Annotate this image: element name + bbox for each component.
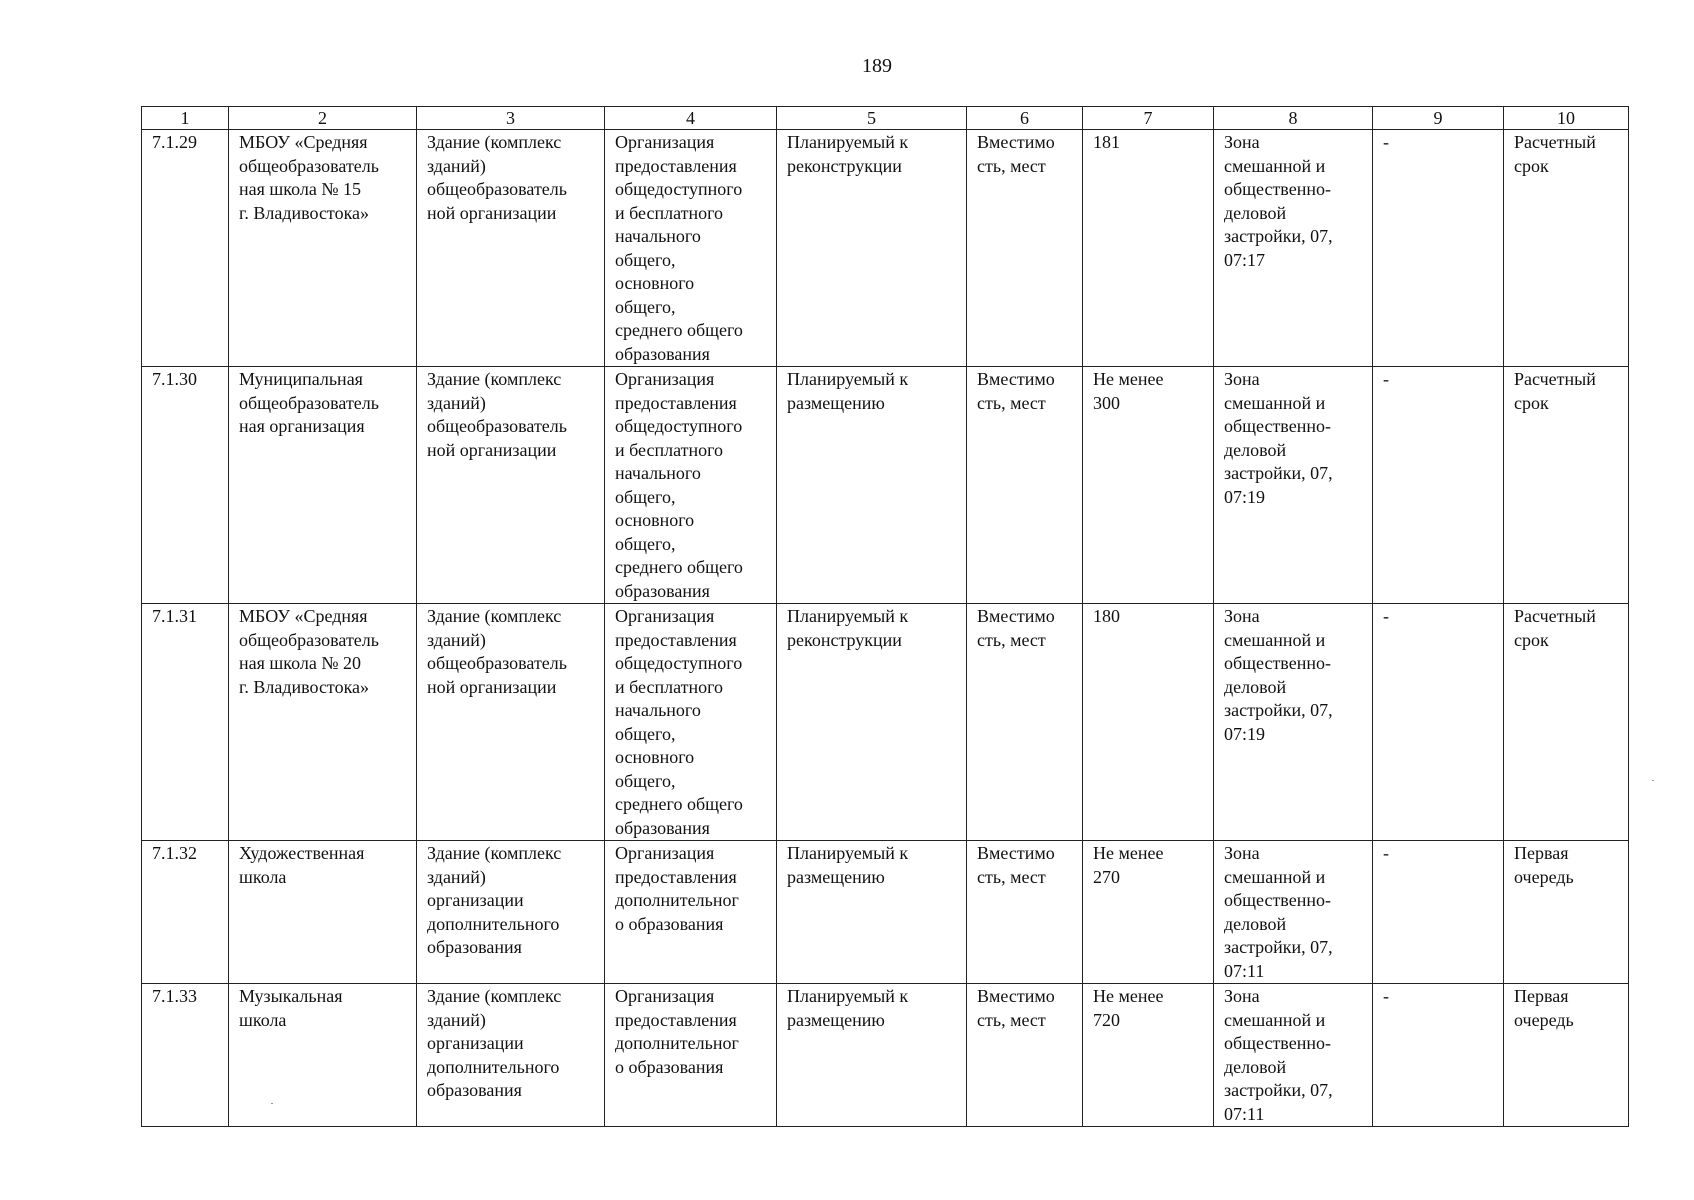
cell-value: [1083, 604, 1214, 841]
column-header-3: 3: [417, 107, 605, 130]
cell-status: [777, 984, 967, 1127]
cell-item-number: [142, 841, 229, 984]
cell-location: [1214, 367, 1373, 604]
cell-text: -: [1383, 986, 1389, 1006]
cell-text: Расчетный срок: [1514, 369, 1596, 413]
cell-purpose: [605, 604, 777, 841]
header-row: [142, 107, 1629, 130]
cell-status: [777, 604, 967, 841]
cell-object-type: [417, 367, 605, 604]
cell-text: 7.1.32: [152, 843, 197, 863]
table-row: [142, 984, 1629, 1127]
planning-table: [141, 106, 1629, 1127]
cell-text: Расчетный срок: [1514, 606, 1596, 650]
cell-item-number: [142, 604, 229, 841]
cell-object-name: [229, 841, 417, 984]
cell-text: 7.1.29: [152, 132, 197, 152]
cell-text: 7.1.33: [152, 986, 197, 1006]
cell-location: [1214, 984, 1373, 1127]
cell-text: Вместимо сть, мест: [977, 986, 1055, 1030]
cell-text: Планируемый к размещению: [787, 986, 909, 1030]
column-header-8: 8: [1214, 107, 1373, 130]
scan-speck: [271, 1103, 273, 1104]
cell-text: Вместимо сть, мест: [977, 843, 1055, 887]
cell-value: [1083, 984, 1214, 1127]
cell-text: Зона смешанной и общественно- деловой застройки, 07, 07:17: [1224, 132, 1333, 270]
cell-text: -: [1383, 843, 1389, 863]
column-header-7: 7: [1083, 107, 1214, 130]
cell-object-name: [229, 130, 417, 367]
cell-characteristic: [967, 367, 1083, 604]
page-number: 189: [862, 55, 892, 77]
cell-characteristic: [967, 604, 1083, 841]
cell-text: Первая очередь: [1514, 986, 1574, 1030]
cell-text: МБОУ «Средняя общеобразователь ная школа № 15 г. Владивостока»: [239, 132, 379, 223]
cell-object-name: [229, 984, 417, 1127]
cell-term: [1504, 841, 1629, 984]
cell-value: [1083, 130, 1214, 367]
cell-term: [1504, 367, 1629, 604]
cell-text: Не менее 720: [1093, 986, 1164, 1030]
cell-text: Не менее 270: [1093, 843, 1164, 887]
cell-location: [1214, 604, 1373, 841]
cell-object-name: [229, 604, 417, 841]
cell-text: Художественная школа: [239, 843, 365, 887]
cell-text: Здание (комплекс зданий) общеобразователь ной организации: [427, 606, 567, 697]
cell-text: -: [1383, 369, 1389, 389]
cell-item-number: [142, 130, 229, 367]
cell-object-type: [417, 604, 605, 841]
cell-zone: [1373, 604, 1504, 841]
cell-value: [1083, 841, 1214, 984]
cell-text: МБОУ «Средняя общеобразователь ная школа № 20 г. Владивостока»: [239, 606, 379, 697]
cell-text: Расчетный срок: [1514, 132, 1596, 176]
cell-text: Здание (комплекс зданий) общеобразователь ной организации: [427, 369, 567, 460]
cell-text: 181: [1093, 132, 1120, 152]
cell-zone: [1373, 130, 1504, 367]
cell-text: Организация предоставления общедоступного и бесплатного начального общего, основного общего, среднего общего образования: [615, 369, 743, 601]
cell-zone: [1373, 841, 1504, 984]
column-header-10: 10: [1504, 107, 1629, 130]
cell-text: Планируемый к реконструкции: [787, 132, 909, 176]
cell-text: -: [1383, 132, 1389, 152]
cell-text: Муниципальная общеобразователь ная организация: [239, 369, 379, 436]
cell-purpose: [605, 367, 777, 604]
cell-text: Организация предоставления дополнительног о образования: [615, 843, 739, 934]
cell-text: -: [1383, 606, 1389, 626]
column-header-5: 5: [777, 107, 967, 130]
cell-text: Вместимо сть, мест: [977, 369, 1055, 413]
cell-term: [1504, 984, 1629, 1127]
cell-status: [777, 841, 967, 984]
cell-object-type: [417, 984, 605, 1127]
cell-text: Организация предоставления дополнительног о образования: [615, 986, 739, 1077]
cell-text: Организация предоставления общедоступного и бесплатного начального общего, основного общего, среднего общего образования: [615, 606, 743, 838]
cell-location: [1214, 841, 1373, 984]
table-row: [142, 841, 1629, 984]
cell-text: 7.1.31: [152, 606, 197, 626]
cell-characteristic: [967, 841, 1083, 984]
cell-status: [777, 367, 967, 604]
cell-object-type: [417, 130, 605, 367]
cell-object-name: [229, 367, 417, 604]
cell-status: [777, 130, 967, 367]
cell-text: Вместимо сть, мест: [977, 132, 1055, 176]
column-header-6: 6: [967, 107, 1083, 130]
cell-text: Планируемый к размещению: [787, 843, 909, 887]
cell-text: Первая очередь: [1514, 843, 1574, 887]
table-row: [142, 604, 1629, 841]
cell-zone: [1373, 367, 1504, 604]
cell-text: Планируемый к размещению: [787, 369, 909, 413]
cell-text: Вместимо сть, мест: [977, 606, 1055, 650]
column-header-2: 2: [229, 107, 417, 130]
cell-text: Планируемый к реконструкции: [787, 606, 909, 650]
cell-term: [1504, 130, 1629, 367]
cell-text: Музыкальная школа: [239, 986, 343, 1030]
column-header-1: 1: [142, 107, 229, 130]
cell-text: Не менее 300: [1093, 369, 1164, 413]
cell-purpose: [605, 984, 777, 1127]
cell-text: Здание (комплекс зданий) организации дополнительного образования: [427, 843, 562, 957]
cell-purpose: [605, 841, 777, 984]
cell-characteristic: [967, 130, 1083, 367]
cell-location: [1214, 130, 1373, 367]
cell-item-number: [142, 367, 229, 604]
cell-text: Здание (комплекс зданий) общеобразователь ной организации: [427, 132, 567, 223]
cell-zone: [1373, 984, 1504, 1127]
table-row: [142, 130, 1629, 367]
cell-text: 7.1.30: [152, 369, 197, 389]
cell-text: Зона смешанной и общественно- деловой застройки, 07, 07:11: [1224, 986, 1333, 1124]
cell-purpose: [605, 130, 777, 367]
cell-object-type: [417, 841, 605, 984]
column-header-4: 4: [605, 107, 777, 130]
column-header-9: 9: [1373, 107, 1504, 130]
cell-text: 180: [1093, 606, 1120, 626]
cell-text: Зона смешанной и общественно- деловой застройки, 07, 07:19: [1224, 369, 1333, 507]
scan-speck: [1652, 780, 1654, 781]
table-row: [142, 367, 1629, 604]
cell-text: Здание (комплекс зданий) организации дополнительного образования: [427, 986, 562, 1100]
cell-term: [1504, 604, 1629, 841]
cell-value: [1083, 367, 1214, 604]
cell-characteristic: [967, 984, 1083, 1127]
cell-text: Зона смешанной и общественно- деловой застройки, 07, 07:11: [1224, 843, 1333, 981]
cell-item-number: [142, 984, 229, 1127]
cell-text: Зона смешанной и общественно- деловой застройки, 07, 07:19: [1224, 606, 1333, 744]
cell-text: Организация предоставления общедоступного и бесплатного начального общего, основного общего, среднего общего образования: [615, 132, 743, 364]
